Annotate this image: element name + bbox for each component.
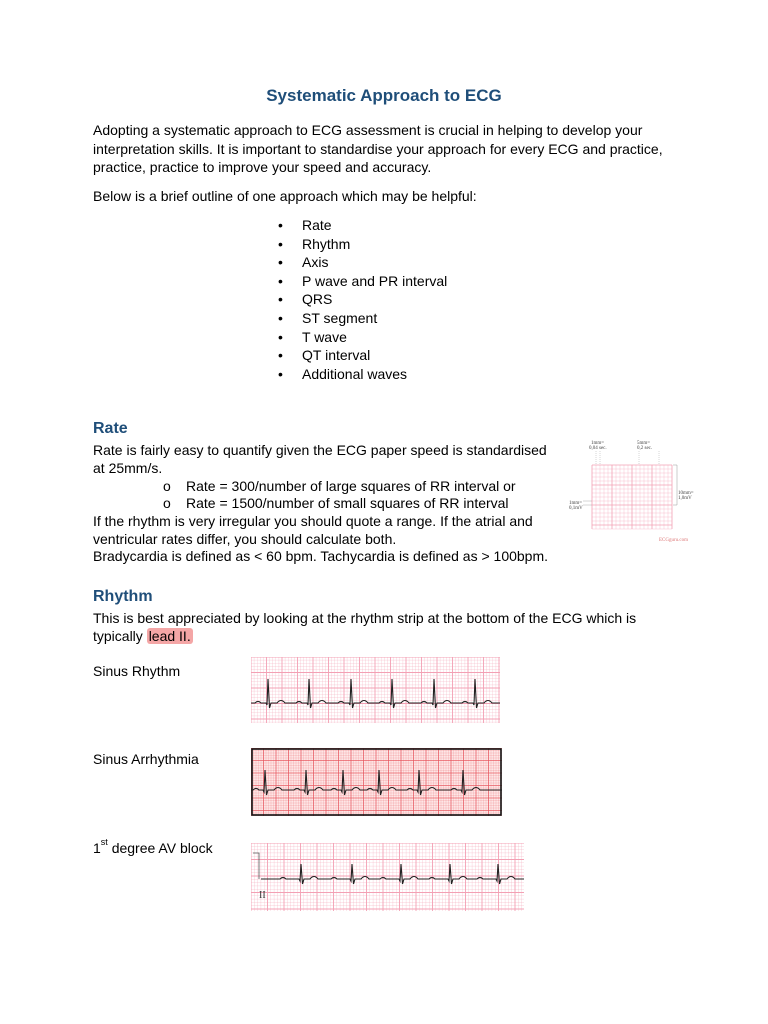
ecg-strip-av-block [251, 843, 524, 911]
figure-label-1mm-voltage-value: 0,1mV [569, 506, 583, 511]
list-item: • Rate [278, 217, 332, 233]
list-item: • Axis [278, 254, 329, 271]
rate-formula-large: o Rate = 300/number of large squares of RR interval or [163, 478, 516, 494]
ecg-strip-sinus-rhythm [251, 657, 500, 723]
bullet-icon: • [278, 347, 283, 364]
rate-line-2: at 25mm/s. [93, 460, 163, 476]
list-item: • QT interval [278, 347, 371, 364]
ecg-grid [251, 657, 500, 723]
figure-label-10mm-voltage-value: 1,0mV [678, 496, 692, 501]
figure-label-10mm-voltage: 10mm= [678, 491, 694, 496]
strip-label-sinus-arrhythmia: Sinus Arrhythmia [93, 751, 199, 767]
figure-label-1mm-time: 1mm= [591, 441, 605, 446]
figure-label-1mm-time-value: 0,04 sec. [589, 446, 607, 451]
rate-line-5: Bradycardia is defined as < 60 bpm. Tachycardia is defined as > 100bpm. [93, 548, 549, 564]
ecg-trace-av-block [261, 864, 524, 884]
strip-label-sinus-rhythm: Sinus Rhythm [93, 663, 181, 679]
rate-heading: Rate [93, 420, 128, 437]
ecg-paper-figure [565, 437, 705, 547]
intro-outline-lead: Below is a brief outline of one approach which may be helpful: [93, 188, 477, 204]
bullet-icon: • [278, 328, 283, 345]
rhythm-heading: Rhythm [93, 588, 153, 605]
outline-list [278, 216, 447, 383]
bullet-icon: • [278, 254, 283, 271]
list-item: • Rhythm [278, 235, 351, 252]
bullet-icon: • [278, 272, 283, 289]
list-item: • T wave [278, 328, 347, 345]
page-title: Systematic Approach to ECG [266, 86, 502, 105]
bullet-icon: • [278, 309, 283, 326]
list-item: • QRS [278, 291, 333, 308]
ecg-strip-sinus-arrhythmia [251, 748, 502, 816]
figure-watermark: ECGguru.com [659, 538, 689, 543]
list-item: • P wave and PR interval [278, 272, 448, 289]
list-item: • ST segment [278, 309, 378, 326]
bullet-icon: • [278, 235, 283, 252]
rate-formula-small: o Rate = 1500/number of small squares of RR interval [163, 495, 509, 511]
rate-line-3: If the rhythm is very irregular you should quote a range. If the atrial and [93, 513, 533, 529]
ecg-grid [251, 843, 524, 911]
bullet-icon: • [278, 365, 283, 382]
figure-label-5mm-time-value: 0,2 sec. [637, 446, 653, 451]
rhythm-line-1: This is best appreciated by looking at the rhythm strip at the bottom of the ECG which is [93, 610, 637, 626]
bullet-icon: • [278, 291, 283, 308]
rhythm-line-2: typically lead II. [93, 628, 191, 644]
strip-label-av-block: 1st degree AV block [93, 837, 213, 856]
bullet-icon: • [278, 217, 283, 233]
figure-label-1mm-voltage: 1mm= [569, 501, 583, 506]
lead-ii-highlight: lead II. [148, 628, 191, 644]
lead-label: II [259, 890, 266, 901]
figure-label-5mm-time: 5mm= [637, 441, 651, 446]
list-item: • Additional waves [278, 365, 408, 382]
rate-line-1: Rate is fairly easy to quantify given the ECG paper speed is standardised [93, 442, 547, 458]
rate-line-4: ventricular rates differ, you should calculate both. [93, 531, 397, 547]
intro-paragraph: Adopting a systematic approach to ECG assessment is crucial in helping to develop your interpretation skills. It is important to standardise your approach for every ECG and practice, practice, practice to improve your speed and accuracy. [93, 122, 663, 175]
